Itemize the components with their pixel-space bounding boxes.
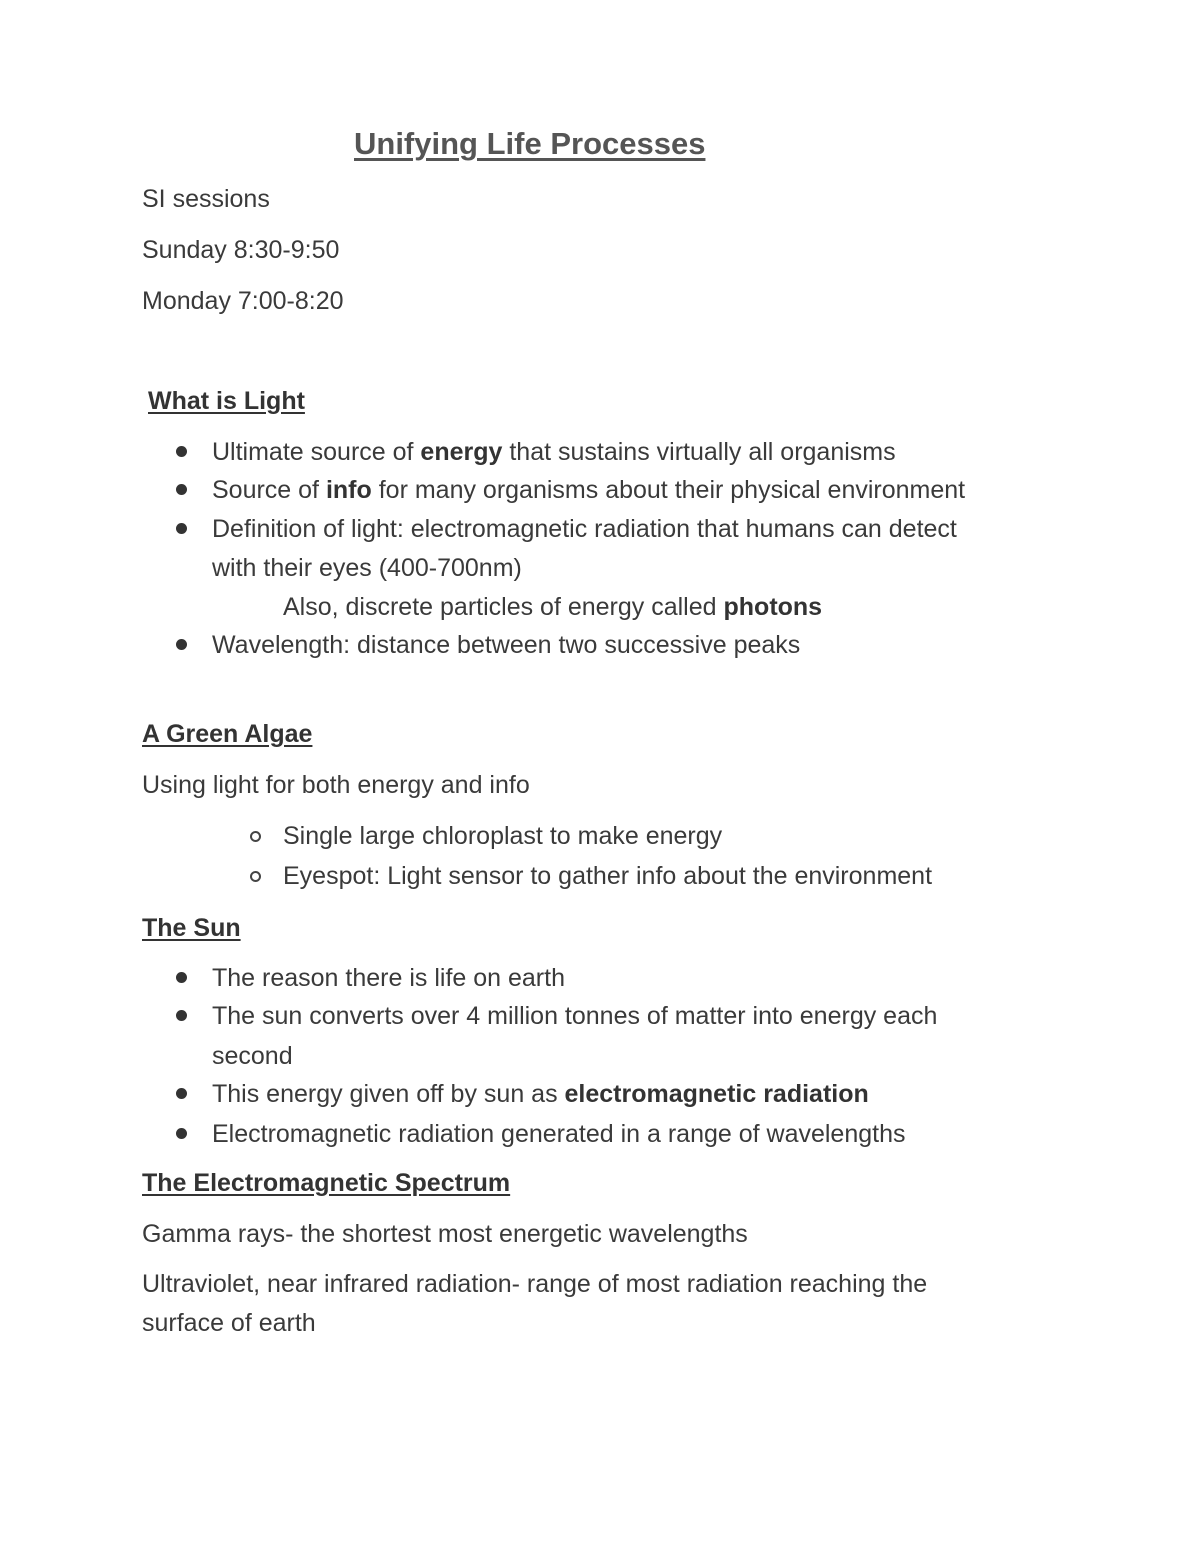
bullet-icon: [176, 484, 187, 495]
sun-bullet-converts-line2: second: [212, 1042, 293, 1070]
algae-sub-eyespot: Eyespot: Light sensor to gather info about the environment: [283, 862, 933, 890]
text: Ultimate source of: [212, 438, 421, 466]
light-photons-note: [283, 592, 822, 622]
heading-electromagnetic-spectrum: The Electromagnetic Spectrum: [142, 1169, 511, 1197]
bold-text: electromagnetic radiation: [564, 1080, 869, 1108]
sun-bullet-radiation: [212, 1079, 869, 1109]
light-bullet-energy: [212, 437, 896, 467]
spectrum-uv-line2: surface of earth: [142, 1309, 316, 1337]
bullet-icon: [176, 639, 187, 650]
si-sessions-label: SI sessions: [142, 185, 270, 213]
heading-green-algae: A Green Algae: [142, 720, 313, 748]
circle-bullet-icon: [250, 871, 261, 882]
light-bullet-definition-line1: Definition of light: electromagnetic radiation that humans can detect: [212, 515, 957, 543]
si-sunday-time: Sunday 8:30-9:50: [142, 236, 340, 264]
si-monday-time: Monday 7:00-8:20: [142, 287, 344, 315]
text: that sustains virtually all organisms: [502, 438, 896, 466]
sun-bullet-converts-line1: The sun converts over 4 million tonnes of matter into energy each: [212, 1002, 938, 1030]
algae-sub-chloroplast: Single large chloroplast to make energy: [283, 822, 723, 850]
bullet-icon: [176, 1088, 187, 1099]
spectrum-uv-line1: Ultraviolet, near infrared radiation- range of most radiation reaching the: [142, 1270, 928, 1298]
bullet-icon: [176, 1128, 187, 1139]
light-bullet-wavelength: Wavelength: distance between two successive peaks: [212, 631, 801, 659]
light-bullet-definition-line2: with their eyes (400-700nm): [212, 554, 522, 582]
text: for many organisms about their physical environment: [371, 476, 966, 504]
bold-text: photons: [723, 593, 823, 621]
circle-bullet-icon: [250, 831, 261, 842]
heading-what-is-light: What is Light: [148, 387, 305, 415]
text: Also, discrete particles of energy called: [283, 593, 724, 621]
sun-bullet-life: The reason there is life on earth: [212, 964, 565, 992]
text: This energy given off by sun as: [212, 1080, 565, 1108]
bold-text: info: [325, 476, 372, 504]
bold-text: energy: [420, 438, 503, 466]
bullet-icon: [176, 446, 187, 457]
sun-bullet-wavelengths: Electromagnetic radiation generated in a range of wavelengths: [212, 1120, 906, 1148]
bullet-icon: [176, 1010, 187, 1021]
spectrum-gamma: Gamma rays- the shortest most energetic wavelengths: [142, 1220, 748, 1248]
text: Source of: [212, 476, 326, 504]
heading-the-sun: The Sun: [142, 914, 241, 942]
bullet-icon: [176, 523, 187, 534]
light-bullet-info: [212, 475, 965, 505]
algae-intro: Using light for both energy and info: [142, 771, 530, 799]
bullet-icon: [176, 972, 187, 983]
page-title: Unifying Life Processes: [354, 126, 706, 161]
